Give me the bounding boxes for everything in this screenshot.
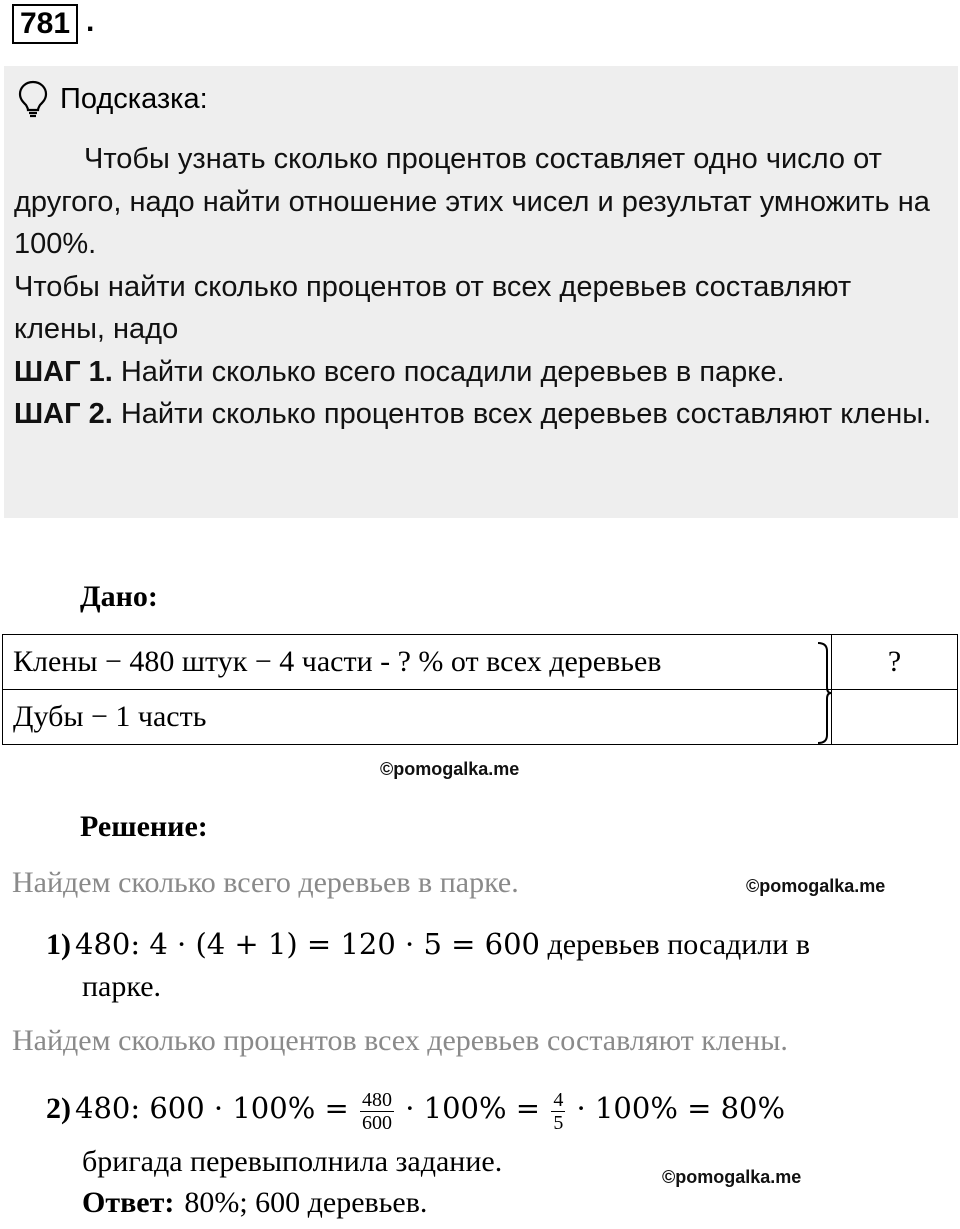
given-row-1-cell xyxy=(3,635,832,690)
hint-header xyxy=(18,80,208,118)
given-title: Дано: xyxy=(80,580,158,613)
answer-label: Ответ: xyxy=(82,1186,175,1219)
fraction-2-numerator: 4 xyxy=(553,1088,564,1111)
hint-body xyxy=(14,138,949,436)
hint-step-2 xyxy=(14,393,949,436)
given-question: ? xyxy=(887,645,902,678)
fraction-2-denominator: 5 xyxy=(553,1111,564,1134)
problem-number-dot: . xyxy=(86,5,95,38)
fraction-1 xyxy=(360,1089,394,1134)
fraction-1-numerator: 480 xyxy=(362,1088,392,1111)
hint-title: Подсказка: xyxy=(60,82,208,115)
problem-number: 781 xyxy=(12,4,78,44)
hint-panel xyxy=(4,66,958,518)
hint-step-1-text: Найти сколько всего посадили деревьев в парке. xyxy=(112,355,785,388)
brace-icon xyxy=(817,641,831,745)
step-2-math-b: · 100% = xyxy=(396,1091,550,1125)
step-2-continuation: бригада перевыполнила задание. xyxy=(82,1145,503,1178)
step-2-label: 2) xyxy=(46,1092,71,1125)
hint-step-2-text: Найти сколько процентов всех деревьев составляют клены. xyxy=(112,398,932,430)
step-1-continuation: парке. xyxy=(82,970,162,1003)
hint-paragraph-1: Чтобы узнать сколько процентов составляет одно число от другого, надо найти отношение этих чисел и результат умножить на 100%. xyxy=(14,143,930,260)
solution-comment-1: Найдем сколько всего деревьев в парке. xyxy=(12,866,519,899)
given-row-maples xyxy=(3,635,958,690)
fraction-2 xyxy=(551,1089,565,1134)
step-2-math-c: · 100% = 80% xyxy=(567,1091,786,1125)
step-1-label: 1) xyxy=(46,928,71,961)
hint-step-1 xyxy=(14,351,949,394)
given-question-cell xyxy=(832,635,958,690)
answer-text: 80%; 600 деревьев. xyxy=(184,1186,428,1219)
given-table xyxy=(2,634,958,745)
solution-comment-2: Найдем сколько процентов всех деревьев составляют клены. xyxy=(12,1024,788,1057)
hint-step-2-label: ШАГ 2. xyxy=(14,398,113,430)
hint-step-1-label: ШАГ 1. xyxy=(14,355,113,388)
given-row-oaks xyxy=(3,690,958,745)
fraction-1-denominator: 600 xyxy=(362,1111,392,1134)
watermark: ©pomogalka.me xyxy=(662,1167,802,1187)
watermark: ©pomogalka.me xyxy=(380,759,520,779)
answer xyxy=(82,1186,427,1220)
hint-paragraph-2: Чтобы найти сколько процентов от всех деревьев составляют клены, надо xyxy=(14,270,852,345)
given-row-2-text: Дубы − 1 часть xyxy=(13,700,207,733)
watermark: ©pomogalka.me xyxy=(746,876,886,896)
step-2-math-a: 480: 600 · 100% = xyxy=(75,1091,358,1125)
solution-step-2 xyxy=(46,1086,785,1134)
given-row-2-cell xyxy=(3,690,832,745)
given-row-1-text: Клены − 480 штук − 4 части - ? % от всех деревьев xyxy=(13,645,662,678)
step-1-math: 480: 4 · (4 + 1) = 120 · 5 = 600 xyxy=(75,927,540,961)
lightbulb-icon xyxy=(18,80,48,118)
given-empty-cell xyxy=(832,690,958,745)
step-1-text: деревьев посадили в xyxy=(540,928,811,961)
solution-step-1 xyxy=(46,922,810,967)
solution-title: Решение: xyxy=(80,810,208,843)
